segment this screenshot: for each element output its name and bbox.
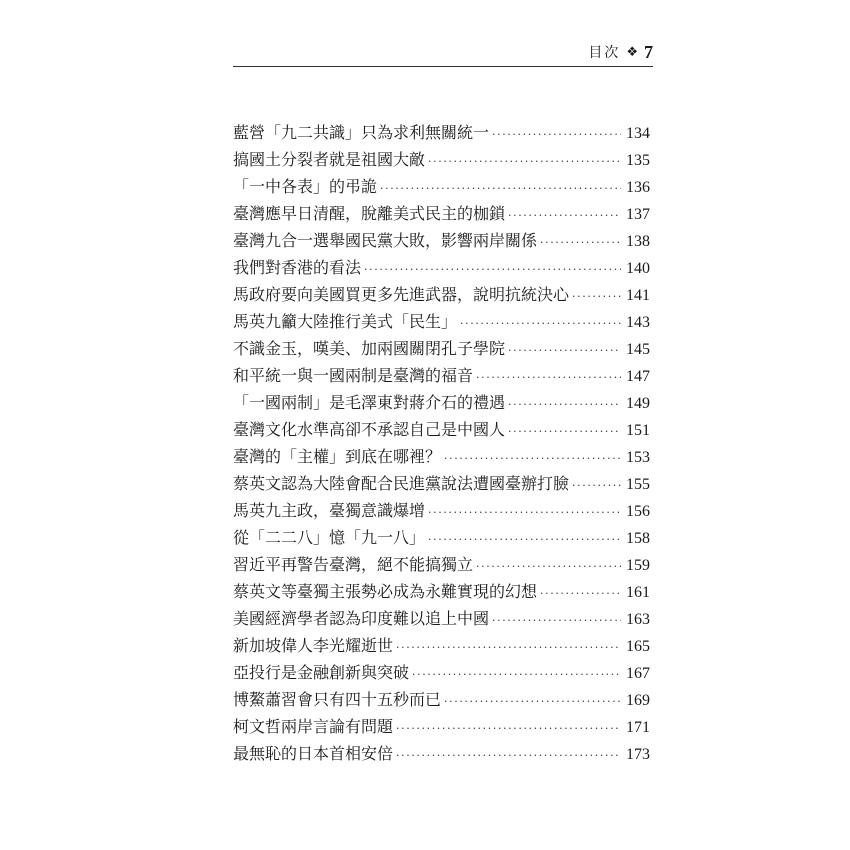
toc-entry-title: 我們對香港的看法 <box>233 258 362 277</box>
dot-leader <box>364 256 621 283</box>
toc-entry-page: 149 <box>626 395 650 412</box>
dot-leader <box>396 742 621 769</box>
toc-entry <box>233 200 650 227</box>
toc-entry <box>233 254 650 281</box>
dot-leader <box>428 148 621 175</box>
toc-entry-page: 171 <box>626 719 650 736</box>
dot-leader <box>428 499 621 526</box>
toc-entry-title: 美國經濟學者認為印度難以追上中國 <box>233 609 490 628</box>
toc-entry-title: 蔡英文認為大陸會配合民進黨說法遭國臺辦打臉 <box>233 474 570 493</box>
dot-leader <box>476 553 621 580</box>
toc-entry <box>233 686 650 713</box>
toc-entry-page: 173 <box>626 746 650 763</box>
toc-entry-title: 臺灣應早日清醒，脫離美式民主的枷鎖 <box>233 204 506 223</box>
dot-leader <box>540 580 621 607</box>
toc-entry-title: 馬政府要向美國買更多先進武器，說明抗統決心 <box>233 285 570 304</box>
dot-leader <box>444 688 621 715</box>
toc-entry-page: 153 <box>626 449 650 466</box>
toc-entry-title: 「一中各表」的弔詭 <box>233 177 378 196</box>
toc-entry <box>233 524 650 551</box>
toc-entry-page: 145 <box>626 341 650 358</box>
toc-entry-title: 搞國土分裂者就是祖國大敵 <box>233 150 426 169</box>
dot-leader <box>476 364 621 391</box>
toc-entry-title: 和平統一與一國兩制是臺灣的福音 <box>233 366 474 385</box>
dot-leader <box>572 472 621 499</box>
toc-entry <box>233 173 650 200</box>
toc-entry-page: 140 <box>626 260 650 277</box>
toc-entry-page: 165 <box>626 638 650 655</box>
toc-entry <box>233 119 650 146</box>
toc-entry-page: 163 <box>626 611 650 628</box>
dot-leader <box>396 715 621 742</box>
toc-entry <box>233 362 650 389</box>
toc-entry <box>233 146 650 173</box>
ornament-icon: ❖ <box>626 44 638 60</box>
dot-leader <box>460 310 621 337</box>
dot-leader <box>428 526 621 553</box>
toc-entry-title: 最無恥的日本首相安倍 <box>233 744 394 763</box>
toc-entry-title: 習近平再警告臺灣，絕不能搞獨立 <box>233 555 474 574</box>
toc-entry-title: 臺灣文化水準高卻不承認自己是中國人 <box>233 420 506 439</box>
toc-entry-title: 新加坡偉人李光耀逝世 <box>233 636 394 655</box>
toc-entry <box>233 551 650 578</box>
toc-entry-page: 143 <box>626 314 650 331</box>
header-page-number: 7 <box>644 41 653 62</box>
toc-entry-title: 不識金玉，嘆美、加兩國關閉孔子學院 <box>233 339 506 358</box>
toc-entry <box>233 632 650 659</box>
toc-entry-page: 147 <box>626 368 650 385</box>
toc-entry-page: 136 <box>626 179 650 196</box>
dot-leader <box>396 634 621 661</box>
toc-entry <box>233 227 650 254</box>
toc-entry-title: 馬英九籲大陸推行美式「民生」 <box>233 312 458 331</box>
dot-leader <box>508 391 621 418</box>
toc-entry-page: 156 <box>626 503 650 520</box>
toc-entry <box>233 416 650 443</box>
toc-entry-page: 167 <box>626 665 650 682</box>
dot-leader <box>492 607 621 634</box>
toc-entry-page: 151 <box>626 422 650 439</box>
toc-entry <box>233 578 650 605</box>
dot-leader <box>540 229 621 256</box>
dot-leader <box>508 337 621 364</box>
dot-leader <box>508 418 621 445</box>
toc-entry-title: 蔡英文等臺獨主張勢必成為永難實現的幻想 <box>233 582 538 601</box>
header-label: 目次 <box>588 45 621 61</box>
toc-entry <box>233 335 650 362</box>
toc-entry <box>233 713 650 740</box>
toc-entry-title: 臺灣九合一選舉國民黨大敗，影響兩岸關係 <box>233 231 538 250</box>
toc-entry <box>233 389 650 416</box>
toc-entry-page: 159 <box>626 557 650 574</box>
toc-entry-title: 馬英九主政，臺獨意識爆增 <box>233 501 426 520</box>
toc-entry-title: 柯文哲兩岸言論有問題 <box>233 717 394 736</box>
toc-entry-title: 從「二二八」憶「九一八」 <box>233 528 426 547</box>
toc-entry-page: 169 <box>626 692 650 709</box>
dot-leader <box>380 175 621 202</box>
toc-entry-title: 亞投行是金融創新與突破 <box>233 663 410 682</box>
toc-entry-page: 158 <box>626 530 650 547</box>
dot-leader <box>412 661 621 688</box>
toc-entry-page: 137 <box>626 206 650 223</box>
toc-entry-title: 博鰲蕭習會只有四十五秒而已 <box>233 690 442 709</box>
toc-entry-page: 135 <box>626 152 650 169</box>
dot-leader <box>444 445 621 472</box>
toc-entry-page: 161 <box>626 584 650 601</box>
toc-entry <box>233 605 650 632</box>
toc-entry-page: 134 <box>626 125 650 142</box>
toc-entry <box>233 659 650 686</box>
toc-entry <box>233 470 650 497</box>
toc-entry-page: 155 <box>626 476 650 493</box>
toc-entry <box>233 308 650 335</box>
toc-entry <box>233 740 650 767</box>
toc-entry-title: 臺灣的「主權」到底在哪裡？ <box>233 447 442 466</box>
dot-leader <box>508 202 621 229</box>
toc-entry <box>233 497 650 524</box>
dot-leader <box>492 121 621 148</box>
toc-entry-page: 141 <box>626 287 650 304</box>
table-of-contents <box>233 119 650 767</box>
dot-leader <box>572 283 621 310</box>
toc-entry <box>233 443 650 470</box>
running-header <box>233 40 653 64</box>
toc-entry-title: 藍營「九二共識」只為求利無關統一 <box>233 123 490 142</box>
toc-entry-page: 138 <box>626 233 650 250</box>
toc-entry <box>233 281 650 308</box>
header-rule <box>233 66 653 67</box>
toc-entry-title: 「一國兩制」是毛澤東對蔣介石的禮遇 <box>233 393 506 412</box>
